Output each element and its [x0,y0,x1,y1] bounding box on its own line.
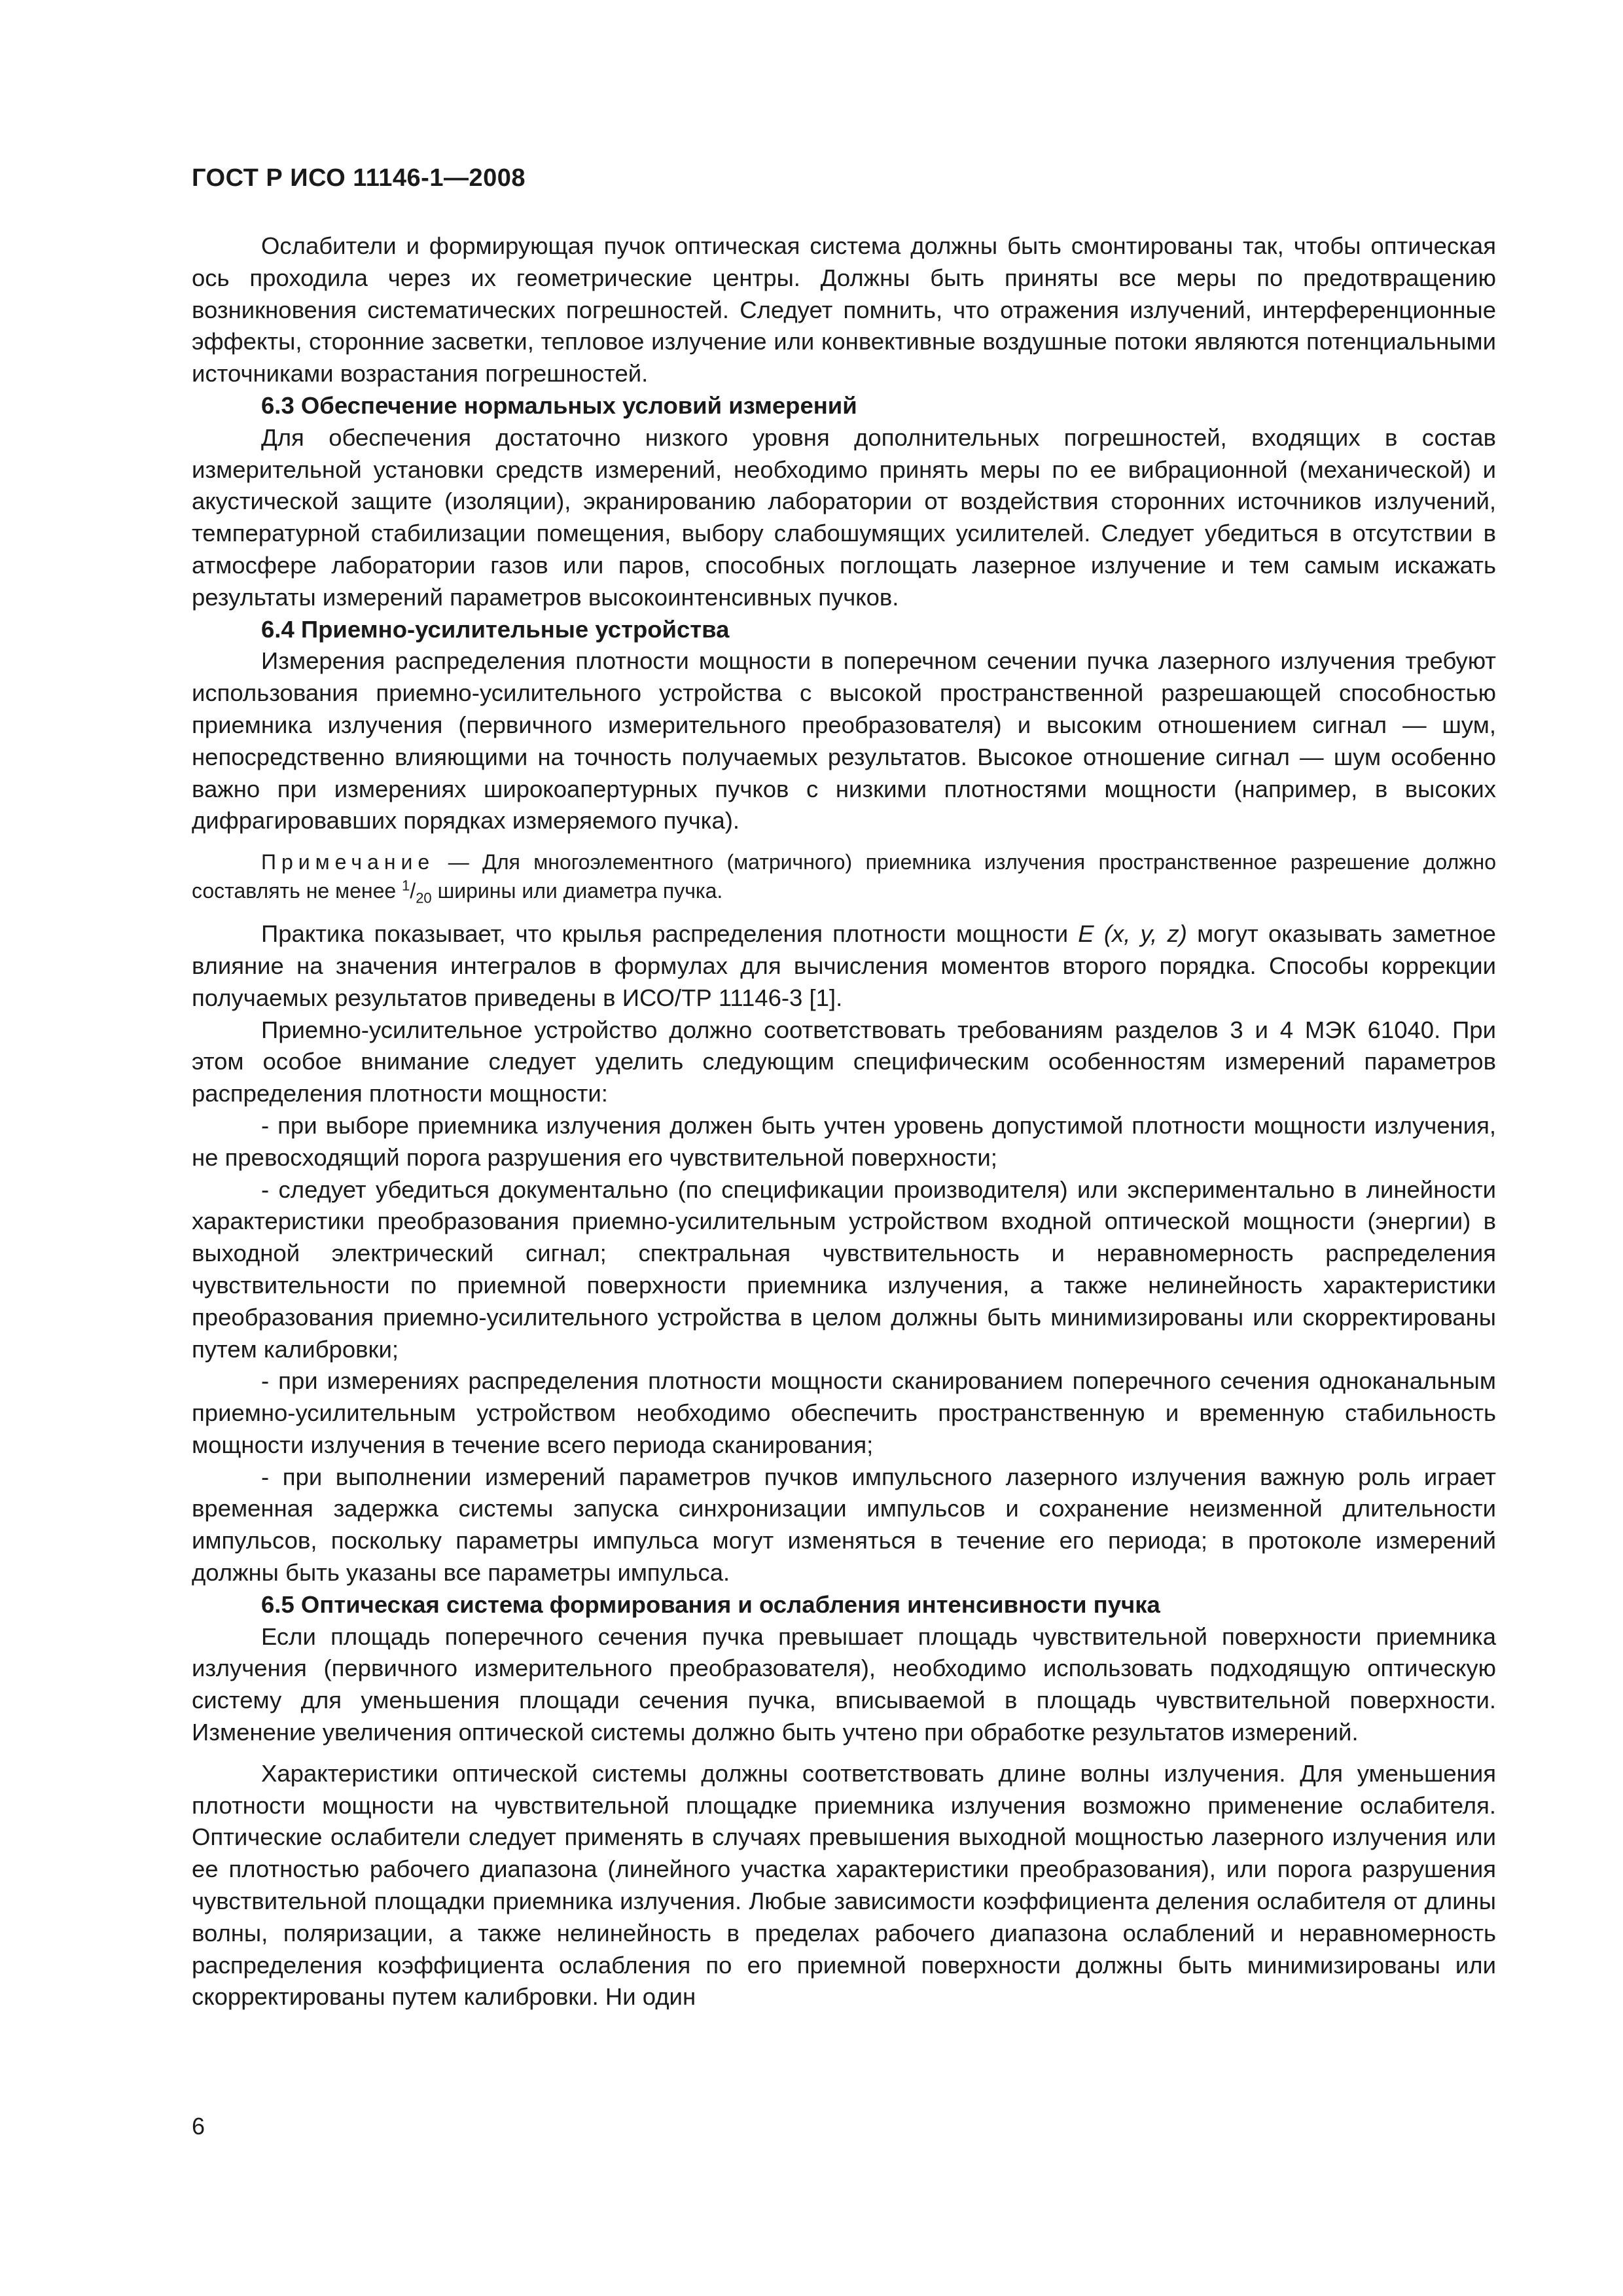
paragraph-6-5: Если площадь поперечного сечения пучка превышает площадь чувствительной поверхности приемника излучения (первичного измерительного преобразователя), необходимо использовать подходящую оптическую систему для уменьшения площади сечения пучка, вписываемой в площадь чувствительной поверхности. Изменение увеличения оптической системы должно быть учтено при обработке результатов измерений. [192,1623,1496,1746]
note [192,848,1496,905]
practice-text-2: могут оказывать заметное влияние на значения интегралов в формулах для вычисления моментов второго порядка. Способы коррекции получаемых результатов приведены в ИСО/ТР 11146-3 [1]. [192,920,1496,1011]
paragraph-6-4: Измерения распределения плотности мощности в поперечном сечении пучка лазерного излучения требуют использования приемно-усилительного устройства с высокой пространственной разрешающей способностью приемника излучения (первичного измерительного преобразователя) и высоким отношением сигнал — шум, непосредственно влияющими на точность получаемых результатов. Высокое отношение сигнал — шум особенно важно при измерениях широкоапертурных пучков с низкими плотностями мощности (например, в высоких дифрагировавших порядках измеряемого пучка). [192,647,1496,834]
list-item-2: - следует убедиться документально (по спецификации производителя) или экспериментально в линейности характеристики преобразования приемно-усилительным устройством входной оптической мощности (энергии) в выходной электрический сигнал; спектральная чувствительность и неравномерность распределения чувствительности по приемной поверхности приемника излучения, а также нелинейность характеристики преобразования приемно-усилительного устройства в целом должны быть минимизированы или скорректированы путем калибровки; [192,1175,1496,1363]
fraction-numerator: 1 [402,877,410,894]
section-heading-6-4: 6.4 Приемно-усилительные устройства [261,615,730,643]
list-item-1: - при выборе приемника излучения должен быть учтен уровень допустимой плотности мощности излучения, не превосходящий порога разрушения его чувствительной поверхности; [192,1111,1496,1171]
practice-text-1: Практика показывает, что крылья распределения плотности мощности [261,920,1079,948]
paragraph-practice [192,918,1496,1014]
paragraph-intro: Ослабители и формирующая пучок оптическая система должны быть смонтированы так, чтобы оптическая ось проходила через их геометрические центры. Должны быть приняты все меры по предотвращению возникновения систематических погрешностей. Следует помнить, что отражения излучений, интерференционные эффекты, сторонние засветки, тепловое излучение или конвективные воздушные потоки являются потенциальными источниками возрастания погрешностей. [192,232,1496,387]
paragraph-6-3: Для обеспечения достаточно низкого уровня дополнительных погрешностей, входящих в состав измерительной установки средств измерений, необходимо принять меры по ее вибрационной (механической) и акустической защите (изоляции), экранированию лаборатории от воздействия сторонних источников излучений, температурной стабилизации помещения, выбору слабошумящих усилителей. Следует убедиться в отсутствии в атмосфере лаборатории газов или паров, способных поглощать лазерное излучение и тем самым искажать результаты измерений параметров высокоинтенсивных пучков. [192,423,1496,611]
function-symbol: E [1078,920,1094,948]
document-body [192,230,1496,2013]
fraction: $^1/_{20}$ [402,877,432,906]
paragraph-device-requirements: Приемно-усилительное устройство должно соответствовать требованиям разделов 3 и 4 МЭК 61040. При этом особое внимание следует уделить следующим специфическим особенностям измерений параметров распределения плотности мощности: [192,1016,1496,1107]
section-heading-6-3: 6.3 Обеспечение нормальных условий измерений [261,391,857,419]
list-item-3: - при измерениях распределения плотности мощности сканированием поперечного сечения одноканальным приемно-усилительным устройством необходимо обеспечить пространственную и временную стабильность мощности излучения в течение всего периода сканирования; [192,1367,1496,1458]
list-item-4: - при выполнении измерений параметров пучков импульсного лазерного излучения важную роль играет временная задержка системы запуска синхронизации импульсов и сохранение неизменной длительности импульсов, поскольку параметры импульса могут изменяться в течение его периода; в протоколе измерений должны быть указаны все параметры импульса. [192,1463,1496,1587]
note-text-1: — Для многоэлементного (матричного) приемника излучения пространственное разрешение должно составлять не менее [192,850,1496,903]
note-text-2: ширины или диаметра пучка. [431,879,723,903]
page-header: ГОСТ Р ИСО 11146-1—2008 [192,164,526,192]
section-heading-6-5: 6.5 Оптическая система формирования и ослабления интенсивности пучка [261,1590,1160,1618]
note-label: Примечание [261,850,435,874]
fraction-denominator: 20 [416,889,432,906]
page-number: 6 [192,2113,205,2140]
paragraph-optical-characteristics: Характеристики оптической системы должны соответствовать длине волны излучения. Для уменьшения плотности мощности на чувствительной площадке приемника излучения возможно применение ослабителя. Оптические ослабители следует применять в случаях превышения выходной мощностью лазерного излучения или ее плотностью рабочего диапазона (линейного участка характеристики преобразования), или порога разрушения чувствительной площадки приемника излучения. Любые зависимости коэффициента деления ослабителя от длины волны, поляризации, а также нелинейность в пределах рабочего диапазона ослаблений и неравномерность распределения коэффициента ослабления по его приемной поверхности должны быть минимизированы или скорректированы путем калибровки. Ни один [192,1759,1496,2011]
function-arguments: (x, y, z) [1103,920,1187,948]
